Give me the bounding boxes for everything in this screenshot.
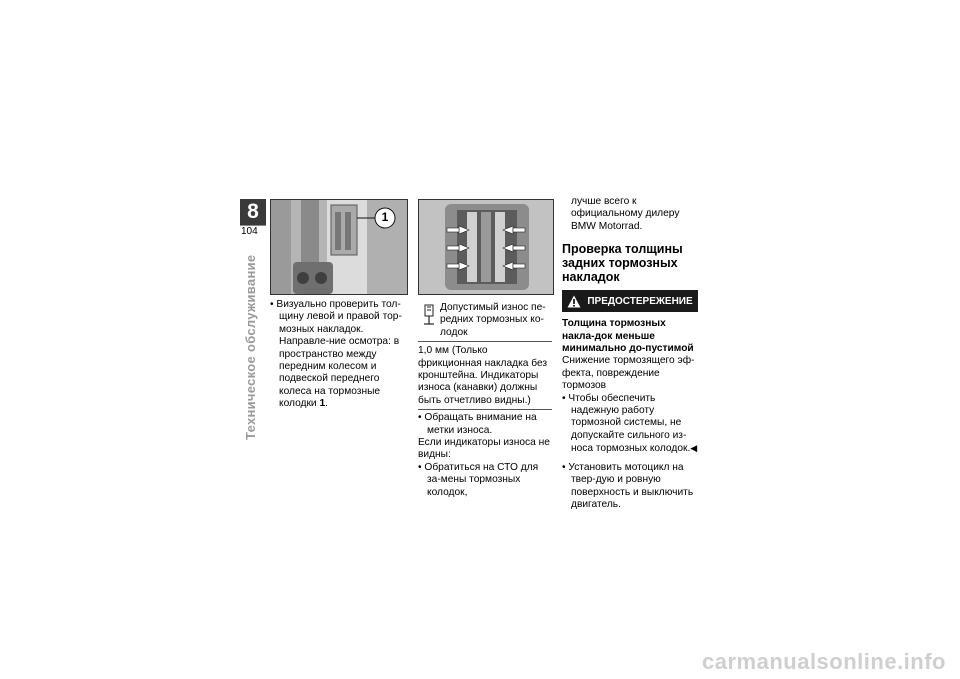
chapter-side-title: Техническое обслуживание <box>243 254 258 440</box>
chapter-number: 8 <box>240 199 266 225</box>
list-item: • Установить мотоцикл на твер-дую и ровную поверхность и выключить двигатель. <box>562 461 694 510</box>
warning-text: Снижение тормозящего эф-фекта, повреждение тормозов <box>562 355 695 392</box>
period: . <box>325 398 328 410</box>
section-heading: Проверка толщины задних тормозных накладок <box>562 242 683 285</box>
warning-triangle-icon <box>567 295 581 308</box>
list-item: • Обратиться на СТО для за-мены тормозных колодок, <box>418 461 539 498</box>
tool-icon <box>422 304 436 326</box>
column-1-text <box>270 299 406 411</box>
front-brake-image <box>270 199 408 295</box>
list-item: • Обращать внимание на метки износа. <box>418 412 537 436</box>
page-number: 104 <box>241 226 258 237</box>
bullet-text: Установить мотоцикл на твер-дую и ровную поверхность и выключить двигатель. <box>568 461 694 510</box>
list-item: • Чтобы обеспечить надежную работу тормозной системы, не допускайте сильного из-носа тормозных колодок.◀ <box>562 392 698 455</box>
body-text: Если индикаторы износа не видны: <box>418 437 550 461</box>
wear-title: Допустимый износ пе-редних тормозных ко-лодок <box>440 302 546 338</box>
end-marker-icon: ◀ <box>690 443 698 454</box>
wear-spec-box <box>418 302 552 342</box>
wear-value: 1,0 мм (Только фрикционная накладка без кронштейна. Индикаторы износа (канавки) должны быть отчетливо видны.) <box>418 342 552 410</box>
continued-text: лучше всего к официальному дилеру BMW Motorrad. <box>571 196 680 232</box>
watermark: carmanualsonline.info <box>702 649 946 674</box>
column-3-text <box>562 196 698 511</box>
brake-pads-illustration <box>419 200 553 294</box>
bullet-text: Чтобы обеспечить надежную работу тормозной системы, не допускайте сильного из-носа тормозных колодок. <box>568 392 691 455</box>
warning-label: ПРЕДОСТЕРЕЖЕНИЕ <box>587 295 693 307</box>
warning-title: Толщина тормозных накла-док меньше минимально до-пустимой <box>562 318 694 355</box>
callout-number: 1 <box>381 210 389 224</box>
column-2-text <box>418 302 552 499</box>
warning-banner <box>562 290 698 312</box>
brake-pads-image <box>418 199 554 295</box>
bullet-text: Обратиться на СТО для за-мены тормозных колодок, <box>424 461 539 498</box>
list-item: • Визуально проверить тол-щину левой и правой тор-мозных накладок. Направле-ние осмотра: в пространство между передним колесом и подвеской переднего колеса на тормозные колодки 1. <box>270 299 402 410</box>
reference-number: 1 <box>319 398 326 410</box>
bullet-text: Визуально проверить тол-щину левой и правой тор-мозных накладок. Направле-ние осмотра: в пространство между передним колесом и подвеской переднего колеса на тормозные колодки <box>276 299 402 410</box>
bullet-text: Обращать внимание на метки износа. <box>424 412 537 436</box>
